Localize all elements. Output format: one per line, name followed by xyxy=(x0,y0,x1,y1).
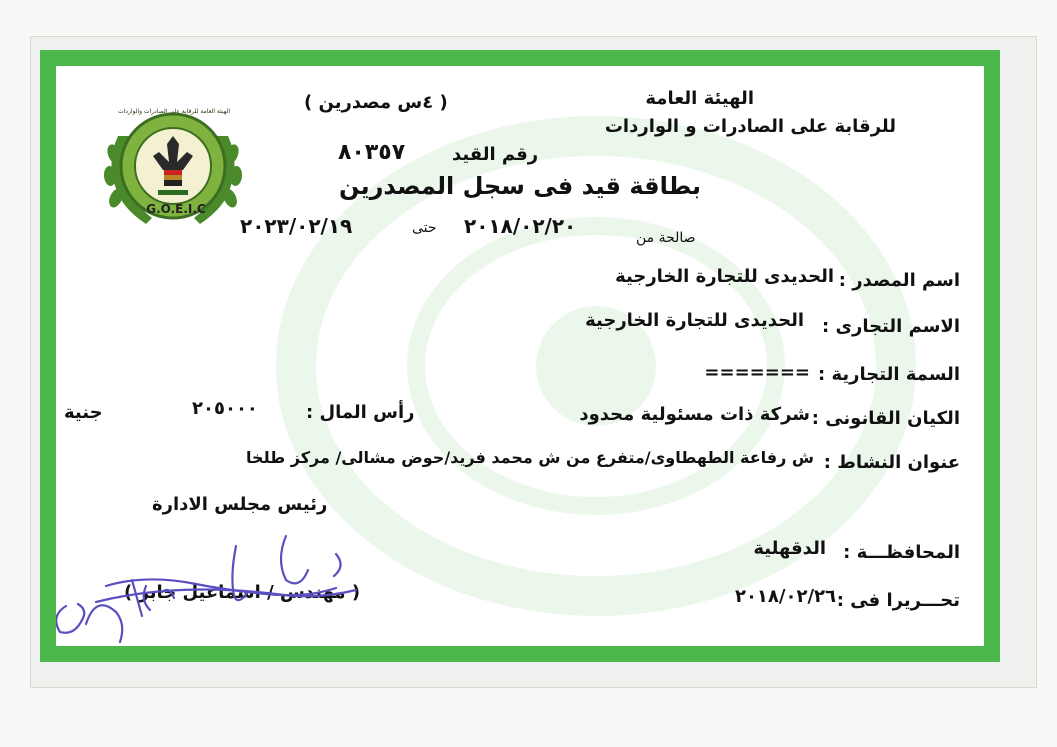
exporter-category: ( ٤س مصدرين ) xyxy=(304,92,448,113)
valid-from-date: ٢٠١٨/٠٢/٢٠ xyxy=(464,214,577,238)
valid-to-date: ٢٠٢٣/٠٢/١٩ xyxy=(240,214,353,238)
governorate-value: الدقهلية xyxy=(753,538,826,559)
issued-label: تحـــريرا فى : xyxy=(836,590,960,611)
capital-label: رأس المال : xyxy=(306,402,415,423)
card-title: بطاقة قيد فى سجل المصدرين xyxy=(338,172,702,200)
legal-entity-label: الكيان القانونى : xyxy=(811,408,960,429)
trade-name-label: الاسم التجارى : xyxy=(822,316,960,337)
handwritten-signature-icon xyxy=(56,526,396,646)
capital-unit: جنية xyxy=(64,402,103,423)
legal-entity-value: شركة ذات مسئولية محدود xyxy=(579,404,810,425)
card-body xyxy=(56,66,984,646)
authority-line1: الهيئة العامة xyxy=(645,88,754,109)
seal-acronym: G.O.E.I.C xyxy=(146,202,206,216)
trade-mark-label: السمة التجارية : xyxy=(817,364,960,385)
signatory-title: رئيس مجلس الادارة xyxy=(152,494,328,515)
activity-address-label: عنوان النشاط : xyxy=(823,452,960,473)
activity-address-value: ش رفاعة الطهطاوى/متفرع من ش محمد فريد/حوض مشالى/ مركز طلخا xyxy=(246,448,814,467)
seal-ring-text: الهيئة العامة للرقابة على الصادرات والواردات xyxy=(117,108,230,115)
registration-number: ٨٠٣٥٧ xyxy=(338,140,406,165)
governorate-label: المحافظـــة : xyxy=(843,542,960,563)
issued-date: ٢٠١٨/٠٢/٢٦ xyxy=(734,586,836,607)
registration-card xyxy=(40,50,1000,662)
signatory-name: ( مهندس / اسماعيل جابر ) xyxy=(124,582,361,603)
registration-label: رقم القيد xyxy=(452,144,539,165)
valid-to-label: حتى xyxy=(412,220,437,236)
exporter-name-label: اسم المصدر : xyxy=(838,270,960,291)
trade-mark-value: ======= xyxy=(704,362,810,383)
valid-from-label: صالحة من xyxy=(636,230,696,246)
capital-value: ٢٠٥٠٠٠ xyxy=(192,398,258,419)
exporter-name-value: الحديدى للتجارة الخارجية xyxy=(615,266,834,287)
trade-name-value: الحديدى للتجارة الخارجية xyxy=(585,310,804,331)
authority-line2: للرقابة على الصادرات و الواردات xyxy=(604,116,896,137)
